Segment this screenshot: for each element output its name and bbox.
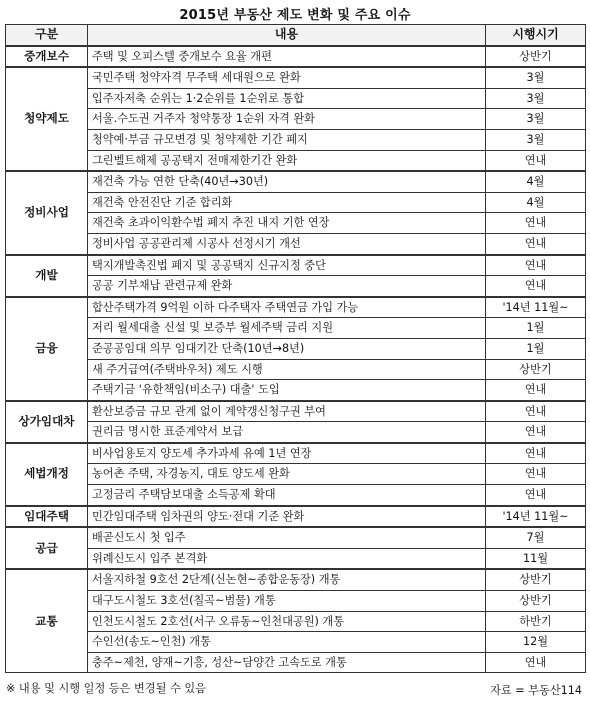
period-cell: 3월 [486,67,586,88]
header-content: 내용 [88,25,486,46]
category-cell: 청약제도 [6,67,88,171]
table-row [6,443,586,464]
content-cell: 정비사업 공공관리제 시공사 선정시기 개선 [88,233,486,254]
content-cell: 재건축 초과이익환수법 폐지 추진 내지 기한 연장 [88,213,486,234]
content-cell: 권리금 명시한 표준계약서 보급 [88,422,486,443]
table-body [6,46,586,673]
table-row [6,338,586,359]
header-category: 구분 [6,25,88,46]
period-cell: '14년 11월~ [486,297,586,318]
period-cell: 상반기 [486,569,586,590]
period-cell: 7월 [486,527,586,548]
table-row [6,192,586,213]
table-row [6,485,586,506]
table-row [6,129,586,150]
category-cell: 금융 [6,297,88,401]
table-row [6,213,586,234]
category-cell: 공급 [6,527,88,569]
table-title: 2015년 부동산 제도 변화 및 주요 이슈 [179,8,411,23]
period-cell: 1월 [486,338,586,359]
period-cell: 4월 [486,171,586,192]
category-cell: 임대주택 [6,506,88,528]
content-cell: 수인선(송도~인천) 개통 [88,632,486,653]
period-cell: 상반기 [486,591,586,612]
table-row [6,109,586,130]
table-row [6,359,586,380]
period-cell: 연내 [486,443,586,464]
category-cell: 상가임대차 [6,401,88,443]
table-row [6,88,586,109]
table-row [6,506,586,528]
period-cell: 12월 [486,632,586,653]
period-cell: 연내 [486,276,586,297]
content-cell: 대구도시철도 3호선(칠곡~범물) 개통 [88,591,486,612]
period-cell: 연내 [486,380,586,401]
category-cell: 정비사업 [6,171,88,254]
period-cell: 연내 [486,464,586,485]
table-row [6,464,586,485]
content-cell: 민간임대주택 임차권의 양도·전대 기준 완화 [88,506,486,528]
period-cell: '14년 11월~ [486,506,586,528]
content-cell: 준공공임대 의무 임대기간 단축(10년→8년) [88,338,486,359]
content-cell: 서울지하철 9호선 2단계(신논현~종합운동장) 개통 [88,569,486,590]
period-cell: 1월 [486,318,586,339]
content-cell: 재건축 안전진단 기준 합리화 [88,192,486,213]
table-row [6,318,586,339]
table-row [6,67,586,88]
content-cell: 고정금리 주택담보대출 소득공제 확대 [88,485,486,506]
period-cell: 연내 [486,255,586,276]
table-row [6,527,586,548]
content-cell: 주택 및 오피스텔 중개보수 요율 개편 [88,46,486,68]
content-cell: 인천도시철도 2호선(서구 오류동~인천대공원) 개통 [88,611,486,632]
period-cell: 연내 [486,150,586,171]
policy-table [5,24,586,673]
content-cell: 환산보증금 규모 관계 없이 계약갱신청구권 부여 [88,401,486,422]
content-cell: 국민주택 청약자격 무주택 세대원으로 완화 [88,67,486,88]
period-cell: 연내 [486,213,586,234]
header-row [6,25,586,46]
content-cell: 저리 월세대출 신설 및 보증부 월세주택 금리 지원 [88,318,486,339]
content-cell: 그린벨트해제 공공택지 전매제한기간 완화 [88,150,486,171]
table-row [6,297,586,318]
content-cell: 청약예·부금 규모변경 및 청약제한 기간 폐지 [88,129,486,150]
table-row [6,46,586,68]
table-row [6,401,586,422]
period-cell: 연내 [486,652,586,673]
category-cell: 세법개정 [6,443,88,506]
content-cell: 합산주택가격 9억원 이하 다주택자 주택연금 가입 가능 [88,297,486,318]
period-cell: 4월 [486,192,586,213]
period-cell: 연내 [486,485,586,506]
table-row [6,652,586,673]
table-row [6,548,586,569]
period-cell: 11월 [486,548,586,569]
table-row [6,171,586,192]
table-row [6,569,586,590]
category-cell: 중개보수 [6,46,88,68]
content-cell: 입주자저축 순위는 1·2순위를 1순위로 통합 [88,88,486,109]
category-cell: 교통 [6,569,88,672]
table-row [6,255,586,276]
table-row [6,276,586,297]
content-cell: 위례신도시 입주 본격화 [88,548,486,569]
period-cell: 연내 [486,422,586,443]
period-cell: 상반기 [486,359,586,380]
period-cell: 연내 [486,233,586,254]
period-cell: 상반기 [486,46,586,68]
source-credit: 자료 = 부동산114 [490,684,582,697]
table-row [6,591,586,612]
content-cell: 서울.수도권 거주자 청약통장 1순위 자격 완화 [88,109,486,130]
table-row [6,611,586,632]
content-cell: 비사업용토지 양도세 추가과세 유예 1년 연장 [88,443,486,464]
period-cell: 3월 [486,129,586,150]
content-cell: 농어촌 주택, 자경농지, 대토 양도세 완화 [88,464,486,485]
table-row [6,233,586,254]
table-row [6,380,586,401]
content-cell: 공공 기부채납 관련규제 완화 [88,276,486,297]
period-cell: 3월 [486,109,586,130]
footnote: ※ 내용 및 시행 일정 등은 변경될 수 있음 [6,682,206,695]
table-row [6,632,586,653]
header-period: 시행시기 [486,25,586,46]
content-cell: 배곧신도시 첫 입주 [88,527,486,548]
period-cell: 하반기 [486,611,586,632]
period-cell: 연내 [486,401,586,422]
table-row [6,422,586,443]
period-cell: 3월 [486,88,586,109]
table-row [6,150,586,171]
content-cell: 택지개발촉진법 폐지 및 공공택지 신규지정 중단 [88,255,486,276]
content-cell: 새 주거급여(주택바우처) 제도 시행 [88,359,486,380]
content-cell: 주택기금 '유한책임(비소구) 대출' 도입 [88,380,486,401]
category-cell: 개발 [6,255,88,297]
content-cell: 재건축 가능 연한 단축(40년→30년) [88,171,486,192]
content-cell: 충주~제천, 양재~기흥, 성산~담양간 고속도로 개통 [88,652,486,673]
